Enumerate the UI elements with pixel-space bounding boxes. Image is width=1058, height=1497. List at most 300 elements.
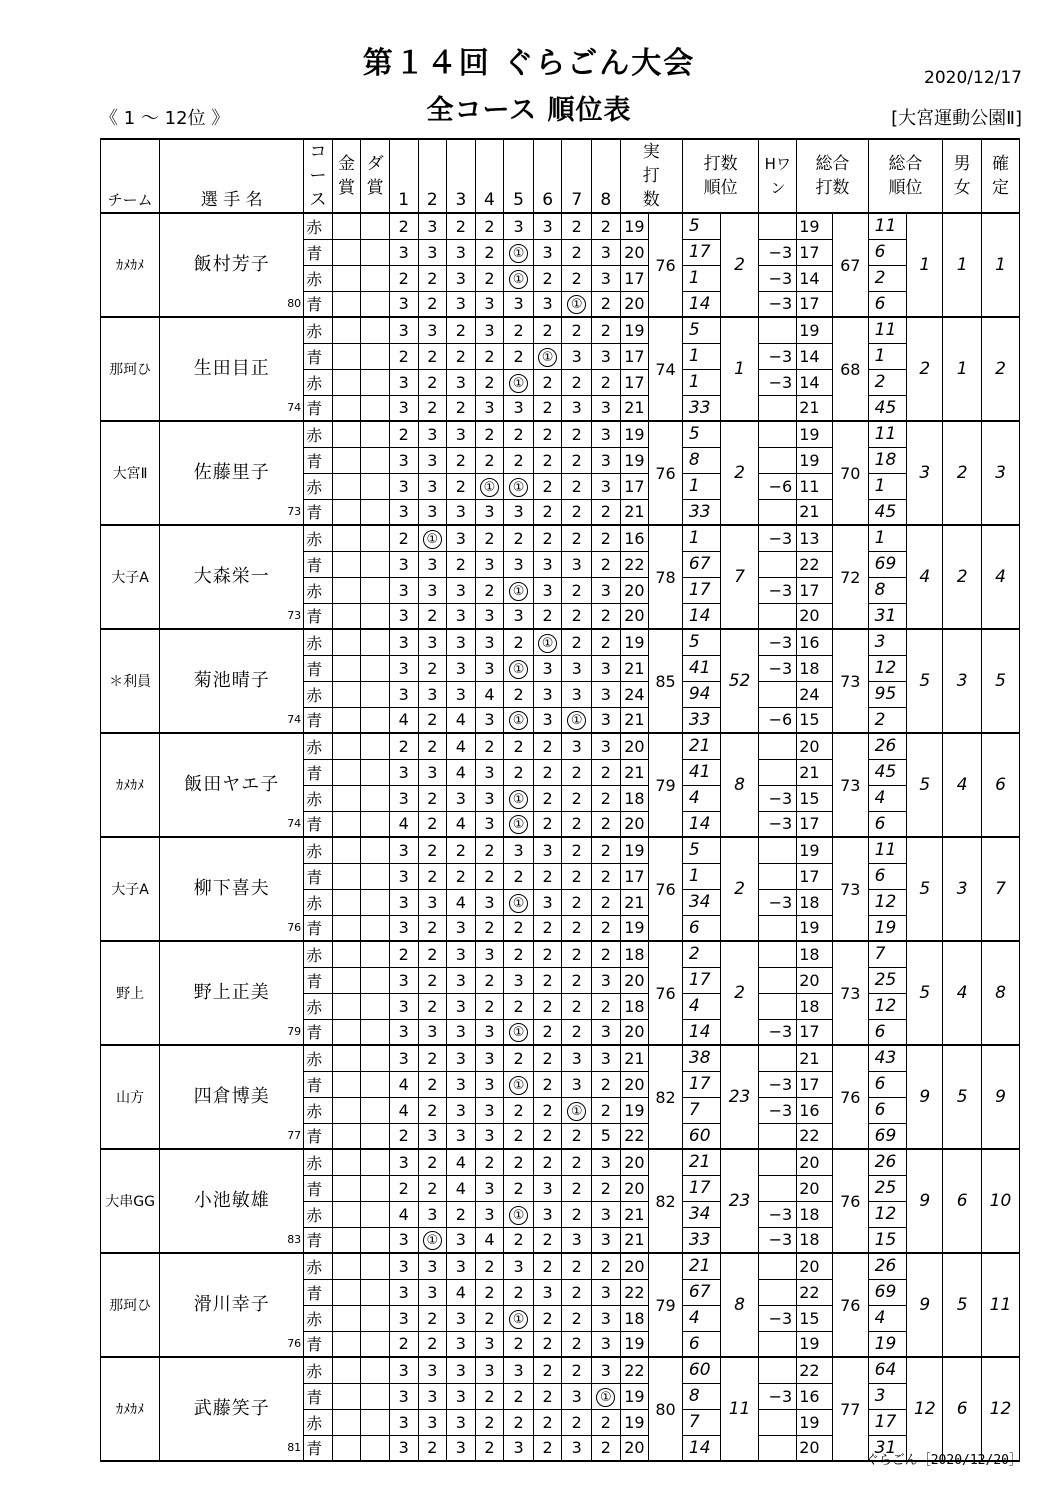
- da-prize-cell: [361, 1227, 390, 1253]
- handicap-label: 73: [287, 505, 302, 518]
- hole-in-one-bonus: [759, 863, 797, 889]
- round-rank: 1: [682, 473, 720, 499]
- course-cell: 青: [304, 499, 333, 525]
- da-prize-cell: [361, 369, 390, 395]
- actual-total: 79: [649, 733, 683, 837]
- total-rank: 1: [907, 213, 943, 317]
- strokes-rank: 2: [720, 941, 759, 1045]
- hole-4-score: 3: [475, 1175, 504, 1201]
- table-row: [101, 1045, 1020, 1071]
- hole-in-one-bonus: −3: [759, 1227, 797, 1253]
- round-rank: 14: [682, 603, 720, 629]
- round-rank: 38: [682, 1045, 720, 1071]
- gold-prize-cell: [332, 1149, 361, 1175]
- player-name: 飯田ヤエ子: [184, 774, 280, 795]
- hole-6-score: 3: [533, 707, 562, 733]
- round-score: 21: [620, 1045, 649, 1071]
- hole-2-score: 2: [418, 811, 447, 837]
- hole-8-score: 3: [592, 239, 621, 265]
- hole-7-score: 3: [562, 395, 592, 421]
- round-score: 20: [620, 1175, 649, 1201]
- hole-3-score: 3: [447, 1331, 476, 1357]
- hole-8-score: 3: [592, 707, 621, 733]
- da-prize-cell: [361, 863, 390, 889]
- hole-6-score: 2: [533, 1123, 562, 1149]
- hole-in-one-mark: ①: [538, 634, 557, 653]
- hole-5-score: 3: [504, 603, 534, 629]
- hole-in-one-bonus: −3: [759, 265, 797, 291]
- net-score: 18: [797, 1201, 833, 1227]
- hole-1-score: 3: [389, 1045, 418, 1071]
- player-name: 佐藤里子: [193, 462, 270, 483]
- gold-prize-cell: [332, 473, 361, 499]
- net-score: 17: [797, 1019, 833, 1045]
- da-prize-cell: [361, 707, 390, 733]
- hole-6-score: 2: [533, 1019, 562, 1045]
- hole-3-score: 3: [447, 369, 476, 395]
- course-cell: 青: [304, 447, 333, 473]
- course-cell: 赤: [304, 1149, 333, 1175]
- round-rank: 41: [682, 655, 720, 681]
- net-score: 18: [797, 993, 833, 1019]
- hole-2-score: 3: [418, 473, 447, 499]
- hole-in-one-mark: ①: [509, 1023, 528, 1042]
- gold-prize-cell: [332, 1201, 361, 1227]
- hole-8-score: 2: [592, 993, 621, 1019]
- round-rank: 21: [682, 733, 720, 759]
- hole-5-score: 2: [504, 1331, 534, 1357]
- hole-2-score: 2: [418, 265, 447, 291]
- hole-5-score: 2: [504, 915, 534, 941]
- cumulative-rank: 12: [868, 1201, 907, 1227]
- final-rank: 11: [982, 1253, 1020, 1357]
- round-rank: 17: [682, 577, 720, 603]
- hole-7-score: 2: [562, 629, 592, 655]
- hole-5-score: 2: [504, 343, 534, 369]
- net-score: 20: [797, 1435, 833, 1461]
- gold-prize-cell: [332, 239, 361, 265]
- hole-4-score: 3: [475, 1123, 504, 1149]
- gold-prize-cell: [332, 1019, 361, 1045]
- cumulative-rank: 25: [868, 1175, 907, 1201]
- hole-2-score: 2: [418, 993, 447, 1019]
- net-score: 20: [797, 1149, 833, 1175]
- course-cell: 青: [304, 967, 333, 993]
- hole-1-score: 3: [389, 239, 418, 265]
- round-rank: 5: [682, 317, 720, 343]
- hole-6-score: 3: [533, 577, 562, 603]
- round-rank: 6: [682, 1331, 720, 1357]
- table-row: [101, 1149, 1020, 1175]
- hole-4-score: 2: [475, 1253, 504, 1279]
- round-score: 19: [620, 317, 649, 343]
- hole-in-one-bonus: [759, 681, 797, 707]
- round-score: 20: [620, 603, 649, 629]
- course-cell: 赤: [304, 837, 333, 863]
- hole-7-score: 2: [562, 1279, 592, 1305]
- round-score: 21: [620, 707, 649, 733]
- hole-2-score: 3: [418, 499, 447, 525]
- gold-prize-cell: [332, 1045, 361, 1071]
- strokes-rank: 52: [720, 629, 759, 733]
- hole-3-score: 4: [447, 811, 476, 837]
- hole-5-score: 2: [504, 1149, 534, 1175]
- hole-2-score: 2: [418, 369, 447, 395]
- hole-3-score: 3: [447, 1071, 476, 1097]
- actual-total: 76: [649, 421, 683, 525]
- hole-1-score: 3: [389, 1149, 418, 1175]
- hole-5-score: 2: [504, 1045, 534, 1071]
- hole-in-one-mark: ①: [509, 374, 528, 393]
- net-score: 20: [797, 603, 833, 629]
- course-cell: 赤: [304, 577, 333, 603]
- hole-7-score: 2: [562, 1331, 592, 1357]
- round-score: 17: [620, 265, 649, 291]
- da-prize-cell: [361, 967, 390, 993]
- hole-6-score: 2: [533, 1045, 562, 1071]
- hole-5-score: 2: [504, 681, 534, 707]
- gold-prize-cell: [332, 941, 361, 967]
- cumulative-rank: 26: [868, 733, 907, 759]
- gold-prize-cell: [332, 863, 361, 889]
- gold-prize-cell: [332, 655, 361, 681]
- hole-3-score: 3: [447, 1435, 476, 1461]
- hole-1-score: 3: [389, 967, 418, 993]
- col-total-rank: 総合順位: [868, 139, 943, 213]
- net-score: 19: [797, 1409, 833, 1435]
- hole-in-one-mark: ①: [509, 660, 528, 679]
- da-prize-cell: [361, 889, 390, 915]
- course-cell: 青: [304, 1435, 333, 1461]
- hole-in-one-bonus: −3: [759, 239, 797, 265]
- total-rank: 5: [907, 733, 943, 837]
- hole-5-score: [504, 1071, 534, 1097]
- hole-2-score: 3: [418, 551, 447, 577]
- gold-prize-cell: [332, 317, 361, 343]
- net-score: 19: [797, 421, 833, 447]
- round-score: 20: [620, 1071, 649, 1097]
- net-score: 18: [797, 889, 833, 915]
- hole-6-score: 2: [533, 421, 562, 447]
- round-score: 21: [620, 1227, 649, 1253]
- total-strokes: 73: [832, 941, 868, 1045]
- player-name: 野上正美: [193, 982, 270, 1003]
- gender-rank: 1: [943, 213, 982, 317]
- col-final: 確定: [982, 139, 1020, 213]
- hole-8-score: 3: [592, 473, 621, 499]
- net-score: 17: [797, 1071, 833, 1097]
- player-name-cell: [160, 837, 304, 941]
- hole-2-score: 3: [418, 629, 447, 655]
- hole-4-score: 3: [475, 811, 504, 837]
- hole-8-score: 3: [592, 1357, 621, 1383]
- round-score: 19: [620, 1331, 649, 1357]
- col-hole-1: 1: [389, 139, 418, 213]
- round-score: 20: [620, 1435, 649, 1461]
- hole-1-score: 3: [389, 629, 418, 655]
- hole-7-score: 2: [562, 239, 592, 265]
- round-score: 19: [620, 447, 649, 473]
- course-cell: 赤: [304, 317, 333, 343]
- hole-8-score: 2: [592, 785, 621, 811]
- hole-5-score: 2: [504, 1279, 534, 1305]
- hole-1-score: 3: [389, 317, 418, 343]
- hole-7-score: 2: [562, 1253, 592, 1279]
- round-rank: 1: [682, 863, 720, 889]
- hole-3-score: 3: [447, 785, 476, 811]
- da-prize-cell: [361, 1123, 390, 1149]
- hole-4-score: 3: [475, 941, 504, 967]
- course-cell: 青: [304, 291, 333, 317]
- hole-6-score: 3: [533, 681, 562, 707]
- cumulative-rank: 1: [868, 473, 907, 499]
- hole-4-score: 3: [475, 317, 504, 343]
- hole-5-score: [504, 577, 534, 603]
- round-score: 21: [620, 499, 649, 525]
- handicap-label: 73: [287, 609, 302, 622]
- table-row: [101, 733, 1020, 759]
- hole-1-score: 3: [389, 447, 418, 473]
- hole-5-score: [504, 239, 534, 265]
- gold-prize-cell: [332, 1383, 361, 1409]
- hole-1-score: 3: [389, 551, 418, 577]
- total-strokes: 73: [832, 837, 868, 941]
- player-name: 滑川幸子: [193, 1294, 270, 1315]
- hole-5-score: [504, 265, 534, 291]
- gold-prize-cell: [332, 395, 361, 421]
- hole-1-score: 4: [389, 1201, 418, 1227]
- gold-prize-cell: [332, 1305, 361, 1331]
- hole-8-score: 2: [592, 317, 621, 343]
- net-score: 14: [797, 343, 833, 369]
- table-row: [101, 1357, 1020, 1383]
- net-score: 21: [797, 759, 833, 785]
- hole-3-score: 2: [447, 863, 476, 889]
- cumulative-rank: 3: [868, 1383, 907, 1409]
- da-prize-cell: [361, 473, 390, 499]
- course-cell: 赤: [304, 681, 333, 707]
- hole-8-score: 2: [592, 369, 621, 395]
- hole-8-score: 2: [592, 1253, 621, 1279]
- hole-8-score: 2: [592, 603, 621, 629]
- cumulative-rank: 12: [868, 993, 907, 1019]
- hole-3-score: 4: [447, 1175, 476, 1201]
- final-rank: 3: [982, 421, 1020, 525]
- hole-2-score: 2: [418, 1097, 447, 1123]
- hole-in-one-bonus: [759, 837, 797, 863]
- hole-2-score: 2: [418, 1149, 447, 1175]
- round-score: 20: [620, 291, 649, 317]
- hole-in-one-mark: ①: [567, 711, 586, 730]
- hole-in-one-bonus: [759, 1357, 797, 1383]
- strokes-rank: 23: [720, 1045, 759, 1149]
- hole-7-score: 2: [562, 915, 592, 941]
- hole-6-score: 2: [533, 395, 562, 421]
- da-prize-cell: [361, 1383, 390, 1409]
- hole-5-score: [504, 785, 534, 811]
- hole-7-score: 3: [562, 655, 592, 681]
- round-rank: 67: [682, 551, 720, 577]
- course-cell: 赤: [304, 733, 333, 759]
- gender-rank: 1: [943, 317, 982, 421]
- round-score: 19: [620, 915, 649, 941]
- col-hole-4: 4: [475, 139, 504, 213]
- final-rank: 5: [982, 629, 1020, 733]
- hole-8-score: 2: [592, 1409, 621, 1435]
- hole-8-score: 2: [592, 941, 621, 967]
- hole-in-one-mark: ①: [423, 530, 442, 549]
- net-score: 14: [797, 369, 833, 395]
- table-row: [101, 941, 1020, 967]
- hole-5-score: 2: [504, 993, 534, 1019]
- hole-7-score: 2: [562, 785, 592, 811]
- player-name-cell: [160, 525, 304, 629]
- hole-4-score: 2: [475, 733, 504, 759]
- hole-8-score: 3: [592, 733, 621, 759]
- da-prize-cell: [361, 395, 390, 421]
- hole-2-score: 3: [418, 889, 447, 915]
- hole-8-score: 2: [592, 213, 621, 239]
- net-score: 16: [797, 1097, 833, 1123]
- cumulative-rank: 17: [868, 1409, 907, 1435]
- hole-in-one-mark: ①: [509, 1310, 528, 1329]
- gold-prize-cell: [332, 1357, 361, 1383]
- round-score: 20: [620, 577, 649, 603]
- hole-4-score: 3: [475, 1201, 504, 1227]
- hole-in-one-bonus: [759, 1149, 797, 1175]
- hole-1-score: 3: [389, 1305, 418, 1331]
- net-score: 19: [797, 317, 833, 343]
- hole-4-score: 3: [475, 603, 504, 629]
- round-rank: 60: [682, 1357, 720, 1383]
- round-rank: 67: [682, 1279, 720, 1305]
- col-hone: Hワン: [759, 139, 797, 213]
- hole-6-score: 2: [533, 1149, 562, 1175]
- total-strokes: 67: [832, 213, 868, 317]
- hole-4-score: 2: [475, 967, 504, 993]
- actual-total: 74: [649, 317, 683, 421]
- cumulative-rank: 8: [868, 577, 907, 603]
- net-score: 20: [797, 1175, 833, 1201]
- hole-in-one-bonus: [759, 499, 797, 525]
- gold-prize-cell: [332, 1435, 361, 1461]
- da-prize-cell: [361, 1149, 390, 1175]
- round-score: 20: [620, 1149, 649, 1175]
- hole-3-score: 4: [447, 889, 476, 915]
- hole-1-score: 3: [389, 889, 418, 915]
- actual-total: 79: [649, 1253, 683, 1357]
- cumulative-rank: 1: [868, 343, 907, 369]
- strokes-rank: 23: [720, 1149, 759, 1253]
- hole-8-score: 3: [592, 681, 621, 707]
- course-cell: 赤: [304, 1097, 333, 1123]
- cumulative-rank: 6: [868, 1097, 907, 1123]
- round-rank: 17: [682, 1175, 720, 1201]
- hole-in-one-mark: ①: [509, 1206, 528, 1225]
- hole-6-score: 2: [533, 603, 562, 629]
- team-cell: 山方: [101, 1045, 160, 1149]
- hole-6-score: 2: [533, 759, 562, 785]
- final-rank: 12: [982, 1357, 1020, 1461]
- hole-7-score: 2: [562, 1201, 592, 1227]
- footer-credit: ぐらごん［2020/12/20］: [865, 1453, 1022, 1468]
- course-cell: 赤: [304, 1045, 333, 1071]
- gender-rank: 5: [943, 1253, 982, 1357]
- hole-6-score: [533, 629, 562, 655]
- hole-3-score: 3: [447, 1383, 476, 1409]
- hole-5-score: 3: [504, 551, 534, 577]
- gender-rank: 4: [943, 733, 982, 837]
- gender-rank: 6: [943, 1149, 982, 1253]
- table-row: [101, 525, 1020, 551]
- team-cell: 野上: [101, 941, 160, 1045]
- hole-8-score: 3: [592, 577, 621, 603]
- hole-1-score: 4: [389, 1097, 418, 1123]
- hole-6-score: 3: [533, 837, 562, 863]
- round-rank: 8: [682, 1383, 720, 1409]
- hole-5-score: 2: [504, 447, 534, 473]
- hole-2-score: 3: [418, 1279, 447, 1305]
- hole-6-score: 2: [533, 1097, 562, 1123]
- round-score: 17: [620, 473, 649, 499]
- hole-4-score: 2: [475, 1279, 504, 1305]
- hole-4-score: 2: [475, 915, 504, 941]
- hole-1-score: 3: [389, 1253, 418, 1279]
- gold-prize-cell: [332, 1253, 361, 1279]
- hole-in-one-bonus: [759, 1175, 797, 1201]
- hole-5-score: [504, 707, 534, 733]
- hole-4-score: 3: [475, 1045, 504, 1071]
- hole-4-score: 2: [475, 447, 504, 473]
- player-name: 柳下喜夫: [193, 878, 270, 899]
- net-score: 17: [797, 577, 833, 603]
- hole-2-score: 3: [418, 1409, 447, 1435]
- gender-rank: 2: [943, 525, 982, 629]
- total-rank: 2: [907, 317, 943, 421]
- hole-6-score: 2: [533, 967, 562, 993]
- table-row: [101, 837, 1020, 863]
- hole-in-one-bonus: −3: [759, 1305, 797, 1331]
- round-score: 19: [620, 1409, 649, 1435]
- gold-prize-cell: [332, 1331, 361, 1357]
- hole-2-score: 2: [418, 941, 447, 967]
- da-prize-cell: [361, 1071, 390, 1097]
- col-hole-5: 5: [504, 139, 534, 213]
- hole-5-score: 3: [504, 395, 534, 421]
- da-prize-cell: [361, 655, 390, 681]
- hole-3-score: 4: [447, 759, 476, 785]
- hole-3-score: 4: [447, 707, 476, 733]
- cumulative-rank: 19: [868, 915, 907, 941]
- hole-6-score: 2: [533, 785, 562, 811]
- hole-1-score: 3: [389, 1409, 418, 1435]
- hole-6-score: 2: [533, 1435, 562, 1461]
- hole-8-score: 3: [592, 395, 621, 421]
- round-rank: 60: [682, 1123, 720, 1149]
- strokes-rank: 8: [720, 1253, 759, 1357]
- gold-prize-cell: [332, 577, 361, 603]
- gold-prize-cell: [332, 499, 361, 525]
- hole-in-one-mark: ①: [509, 815, 528, 834]
- round-score: 19: [620, 1383, 649, 1409]
- net-score: 21: [797, 1045, 833, 1071]
- round-rank: 4: [682, 1305, 720, 1331]
- da-prize-cell: [361, 551, 390, 577]
- net-score: 19: [797, 447, 833, 473]
- hole-8-score: 2: [592, 1071, 621, 1097]
- gender-rank: 4: [943, 941, 982, 1045]
- hole-4-score: 2: [475, 369, 504, 395]
